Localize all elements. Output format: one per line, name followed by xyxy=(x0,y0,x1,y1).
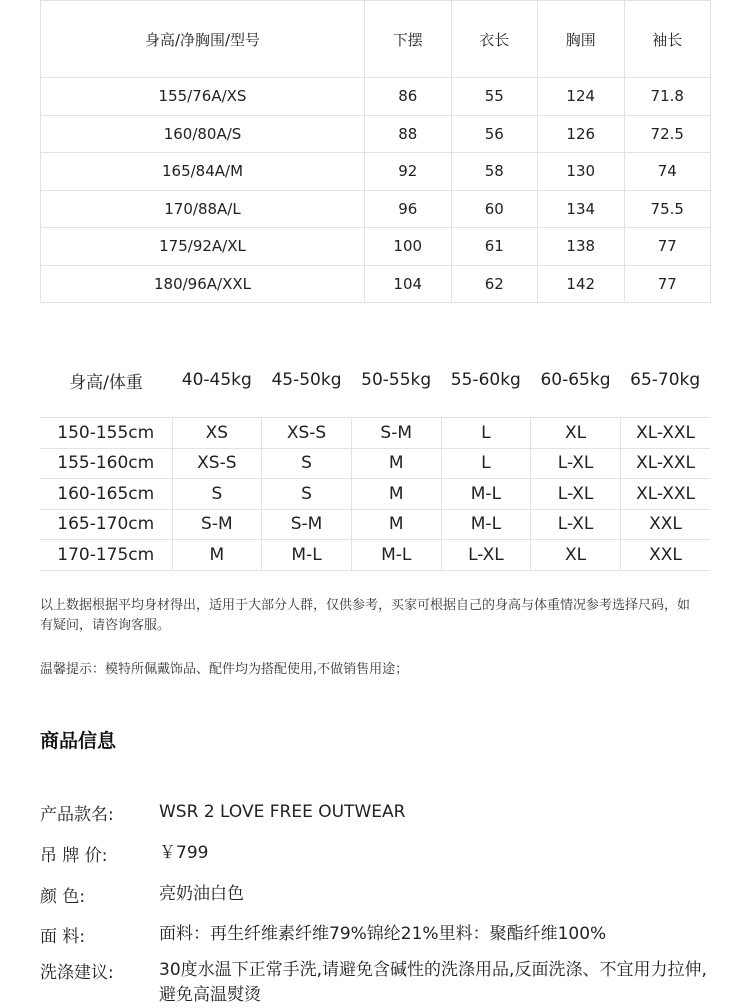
info-value: 亮奶油白色 xyxy=(159,884,244,904)
table-cell: 61 xyxy=(451,228,538,266)
table-cell: XS xyxy=(172,418,262,449)
table-cell: XL-XXL xyxy=(620,479,710,510)
header-weight-range: 50-55kg xyxy=(361,370,432,390)
table-row xyxy=(41,190,711,228)
table-cell: 71.8 xyxy=(624,78,711,116)
header-weight-range: 40-45kg xyxy=(181,370,252,390)
table-cell: L xyxy=(441,418,531,449)
section-title-product-info: 商品信息 xyxy=(40,730,117,752)
info-label: 产品款名: xyxy=(40,805,114,825)
table-row xyxy=(40,509,710,540)
table-cell: L-XL xyxy=(531,448,621,479)
header-weight-range: 55-60kg xyxy=(450,370,521,390)
table-cell: M-L xyxy=(441,479,531,510)
table-cell: 175/92A/XL xyxy=(41,228,365,266)
size-disclaimer: 以上数据根据平均身材得出，适用于大部分人群，仅供参考，买家可根据自己的身高与体重情况参考选择尺码，如有疑问，请咨询客服。 xyxy=(40,598,691,633)
table-cell: L xyxy=(441,448,531,479)
table-cell: M xyxy=(351,509,441,540)
table-cell: 56 xyxy=(451,115,538,153)
header-hem: 下摆 xyxy=(365,1,452,78)
table-cell: 77 xyxy=(624,228,711,266)
table-cell: 180/96A/XXL xyxy=(41,265,365,303)
table-row xyxy=(41,153,711,191)
table-cell: M xyxy=(351,479,441,510)
table-cell: S xyxy=(262,479,352,510)
table-cell: 88 xyxy=(365,115,452,153)
header-weight-range: 45-50kg xyxy=(271,370,342,390)
table-cell: S-M xyxy=(351,418,441,449)
table-cell: M-L xyxy=(262,540,352,571)
table-cell: S xyxy=(262,448,352,479)
table-cell: 58 xyxy=(451,153,538,191)
table-cell: 104 xyxy=(365,265,452,303)
header-height-bust-size: 身高/净胸围/型号 xyxy=(41,1,365,78)
table-cell: XS-S xyxy=(262,418,352,449)
table-cell: XL-XXL xyxy=(620,448,710,479)
table-cell: XL-XXL xyxy=(620,418,710,449)
table-cell: XL xyxy=(531,418,621,449)
table-row xyxy=(41,228,711,266)
table-cell: 86 xyxy=(365,78,452,116)
table-cell: XXL xyxy=(620,509,710,540)
header-weight-range: 65-70kg xyxy=(630,370,701,390)
size-chart-header-row xyxy=(41,1,711,78)
info-label: 面 料: xyxy=(40,927,86,947)
table-cell: 96 xyxy=(365,190,452,228)
table-row xyxy=(40,418,710,449)
table-cell: M xyxy=(351,448,441,479)
table-cell: S-M xyxy=(262,509,352,540)
table-cell: 155/76A/XS xyxy=(41,78,365,116)
table-cell: 75.5 xyxy=(624,190,711,228)
info-label: 洗涤建议: xyxy=(40,963,114,983)
table-cell: 134 xyxy=(538,190,625,228)
header-height-weight: 身高/体重 xyxy=(69,372,143,393)
info-value: ￥799 xyxy=(159,843,209,863)
table-cell: S-M xyxy=(172,509,262,540)
info-value: 30度水温下正常手洗,请避免含碱性的洗涤用品,反面洗涤、不宜用力拉伸,避免高温熨烫 xyxy=(159,960,707,1005)
table-cell: L-XL xyxy=(531,509,621,540)
table-cell: 160/80A/S xyxy=(41,115,365,153)
table-cell: M-L xyxy=(351,540,441,571)
table-row xyxy=(40,479,710,510)
table-cell: 170-175cm xyxy=(40,540,172,571)
header-bust: 胸围 xyxy=(538,1,625,78)
table-cell: XS-S xyxy=(172,448,262,479)
table-row xyxy=(41,115,711,153)
table-cell: M xyxy=(172,540,262,571)
table-cell: 165-170cm xyxy=(40,509,172,540)
table-cell: S xyxy=(172,479,262,510)
table-cell: M-L xyxy=(441,509,531,540)
table-cell: 130 xyxy=(538,153,625,191)
weight-chart-header-row xyxy=(40,362,710,398)
table-cell: 92 xyxy=(365,153,452,191)
table-cell: 155-160cm xyxy=(40,448,172,479)
table-cell: XL xyxy=(531,540,621,571)
header-sleeve: 袖长 xyxy=(624,1,711,78)
table-cell: 55 xyxy=(451,78,538,116)
table-row xyxy=(40,540,710,571)
table-cell: 138 xyxy=(538,228,625,266)
table-cell: 100 xyxy=(365,228,452,266)
info-value: 面料：再生纤维素纤维79%锦纶21%里料：聚酯纤维100% xyxy=(159,924,607,944)
header-weight-range: 60-65kg xyxy=(540,370,611,390)
info-value: WSR 2 LOVE FREE OUTWEAR xyxy=(159,802,406,822)
table-cell: 60 xyxy=(451,190,538,228)
table-cell: 74 xyxy=(624,153,711,191)
table-row xyxy=(40,448,710,479)
table-cell: L-XL xyxy=(531,479,621,510)
table-row xyxy=(41,265,711,303)
info-label: 颜 色: xyxy=(40,887,86,907)
table-cell: 126 xyxy=(538,115,625,153)
table-cell: 124 xyxy=(538,78,625,116)
table-cell: 62 xyxy=(451,265,538,303)
table-cell: 150-155cm xyxy=(40,418,172,449)
info-label: 吊 牌 价: xyxy=(40,846,108,866)
table-cell: L-XL xyxy=(441,540,531,571)
table-cell: 72.5 xyxy=(624,115,711,153)
table-cell: 160-165cm xyxy=(40,479,172,510)
table-cell: 165/84A/M xyxy=(41,153,365,191)
table-cell: XXL xyxy=(620,540,710,571)
size-chart-table xyxy=(40,0,711,303)
table-cell: 170/88A/L xyxy=(41,190,365,228)
table-row xyxy=(41,78,711,116)
weight-chart-table xyxy=(40,417,710,571)
header-length: 衣长 xyxy=(451,1,538,78)
table-cell: 142 xyxy=(538,265,625,303)
accessory-tip: 温馨提示：模特所佩戴饰品、配件均为搭配使用,不做销售用途； xyxy=(40,662,409,677)
table-cell: 77 xyxy=(624,265,711,303)
